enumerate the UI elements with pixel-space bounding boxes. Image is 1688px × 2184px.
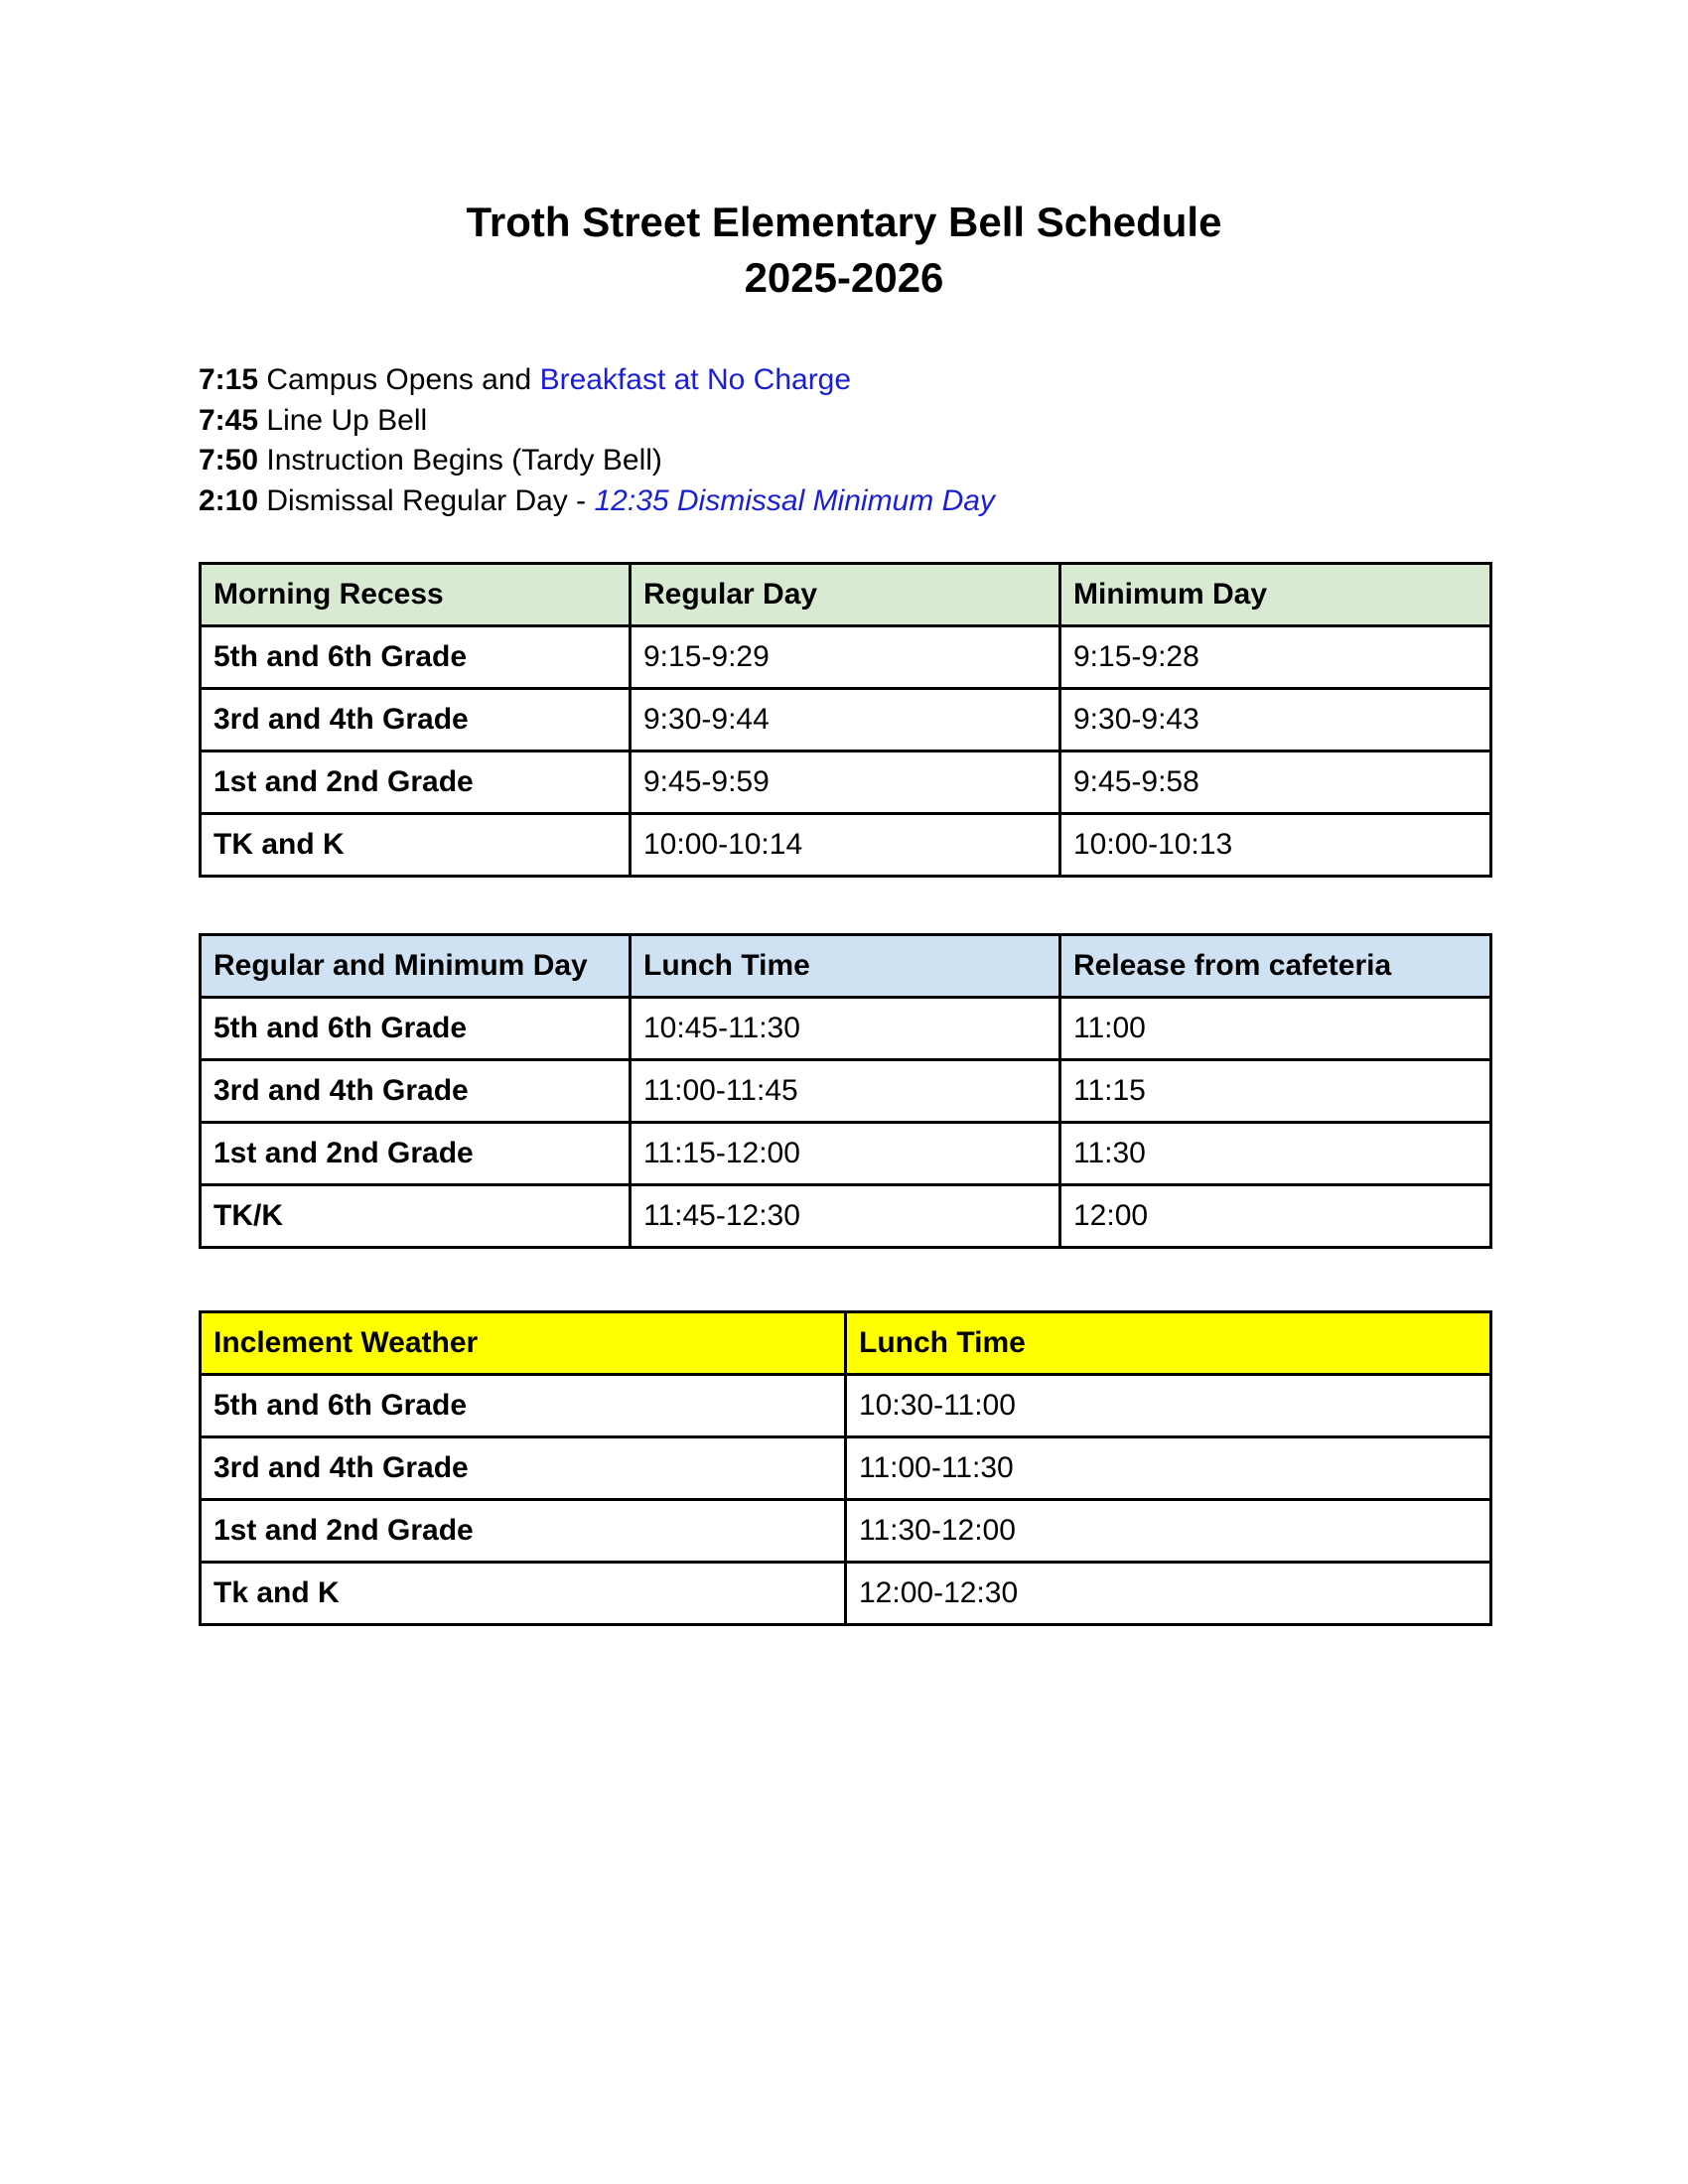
grade-cell: TK and K — [201, 814, 631, 877]
daily-times — [199, 360, 995, 521]
table-row — [201, 998, 1491, 1060]
header-cell: Release from cafeteria — [1060, 935, 1491, 998]
header-cell: Regular and Minimum Day — [201, 935, 631, 998]
time-cell: 9:15-9:29 — [631, 626, 1060, 689]
grade-cell: 3rd and 4th Grade — [201, 1437, 846, 1500]
time-text: Campus Opens and — [266, 363, 532, 396]
grade-cell: 5th and 6th Grade — [201, 998, 631, 1060]
grade-cell: 1st and 2nd Grade — [201, 1500, 846, 1563]
header-cell: Lunch Time — [846, 1312, 1491, 1375]
time-cell: 11:15-12:00 — [631, 1123, 1060, 1185]
table-row — [201, 1060, 1491, 1123]
header-cell: Inclement Weather — [201, 1312, 846, 1375]
grade-cell: 1st and 2nd Grade — [201, 751, 631, 814]
breakfast-note: Breakfast at No Charge — [539, 363, 852, 396]
table-row — [201, 1563, 1491, 1625]
time-row-dismissal — [199, 481, 995, 522]
time-value: 2:10 — [199, 483, 259, 517]
time-text: Line Up Bell — [266, 403, 428, 437]
header-cell: Morning Recess — [201, 564, 631, 626]
table-header-row — [201, 1312, 1491, 1375]
header-cell: Regular Day — [631, 564, 1060, 626]
minimum-day-note: 12:35 Dismissal Minimum Day — [594, 483, 995, 517]
table-row — [201, 1500, 1491, 1563]
time-cell: 10:45-11:30 — [631, 998, 1060, 1060]
header-cell: Minimum Day — [1060, 564, 1491, 626]
time-row-line-up — [199, 401, 995, 442]
header-cell: Lunch Time — [631, 935, 1060, 998]
time-row-campus-opens — [199, 360, 995, 401]
grade-cell: 1st and 2nd Grade — [201, 1123, 631, 1185]
table-header-row — [201, 564, 1491, 626]
grade-cell: 3rd and 4th Grade — [201, 1060, 631, 1123]
grade-cell: Tk and K — [201, 1563, 846, 1625]
time-cell: 9:45-9:58 — [1060, 751, 1491, 814]
time-cell: 11:15 — [1060, 1060, 1491, 1123]
grade-cell: TK/K — [201, 1185, 631, 1248]
time-cell: 11:00 — [1060, 998, 1491, 1060]
time-cell: 9:30-9:43 — [1060, 689, 1491, 751]
time-cell: 12:00 — [1060, 1185, 1491, 1248]
page-title: Troth Street Elementary Bell Schedule — [466, 199, 1222, 245]
time-cell: 10:30-11:00 — [846, 1375, 1491, 1437]
time-value: 7:50 — [199, 444, 259, 477]
time-text: Dismissal Regular Day - — [266, 483, 587, 517]
time-value: 7:45 — [199, 403, 259, 437]
table-row — [201, 1123, 1491, 1185]
time-cell: 10:00-10:14 — [631, 814, 1060, 877]
time-cell: 11:00-11:45 — [631, 1060, 1060, 1123]
time-cell: 9:30-9:44 — [631, 689, 1060, 751]
table-row — [201, 1375, 1491, 1437]
time-cell: 11:45-12:30 — [631, 1185, 1060, 1248]
table-row — [201, 1185, 1491, 1248]
time-cell: 12:00-12:30 — [846, 1563, 1491, 1625]
table-row — [201, 626, 1491, 689]
time-value: 7:15 — [199, 363, 259, 396]
grade-cell: 5th and 6th Grade — [201, 1375, 846, 1437]
school-year: 2025-2026 — [744, 254, 944, 301]
time-cell: 11:30 — [1060, 1123, 1491, 1185]
grade-cell: 5th and 6th Grade — [201, 626, 631, 689]
table-row — [201, 751, 1491, 814]
morning-recess-table — [199, 562, 1492, 878]
time-cell: 11:30-12:00 — [846, 1500, 1491, 1563]
time-cell: 10:00-10:13 — [1060, 814, 1491, 877]
time-cell: 11:00-11:30 — [846, 1437, 1491, 1500]
time-cell: 9:45-9:59 — [631, 751, 1060, 814]
grade-cell: 3rd and 4th Grade — [201, 689, 631, 751]
time-text: Instruction Begins (Tardy Bell) — [266, 444, 662, 477]
table-row — [201, 1437, 1491, 1500]
table-header-row — [201, 935, 1491, 998]
time-row-instruction — [199, 441, 995, 481]
inclement-weather-table — [199, 1310, 1492, 1626]
table-row — [201, 814, 1491, 877]
lunch-table — [199, 933, 1492, 1249]
time-cell: 9:15-9:28 — [1060, 626, 1491, 689]
table-row — [201, 689, 1491, 751]
